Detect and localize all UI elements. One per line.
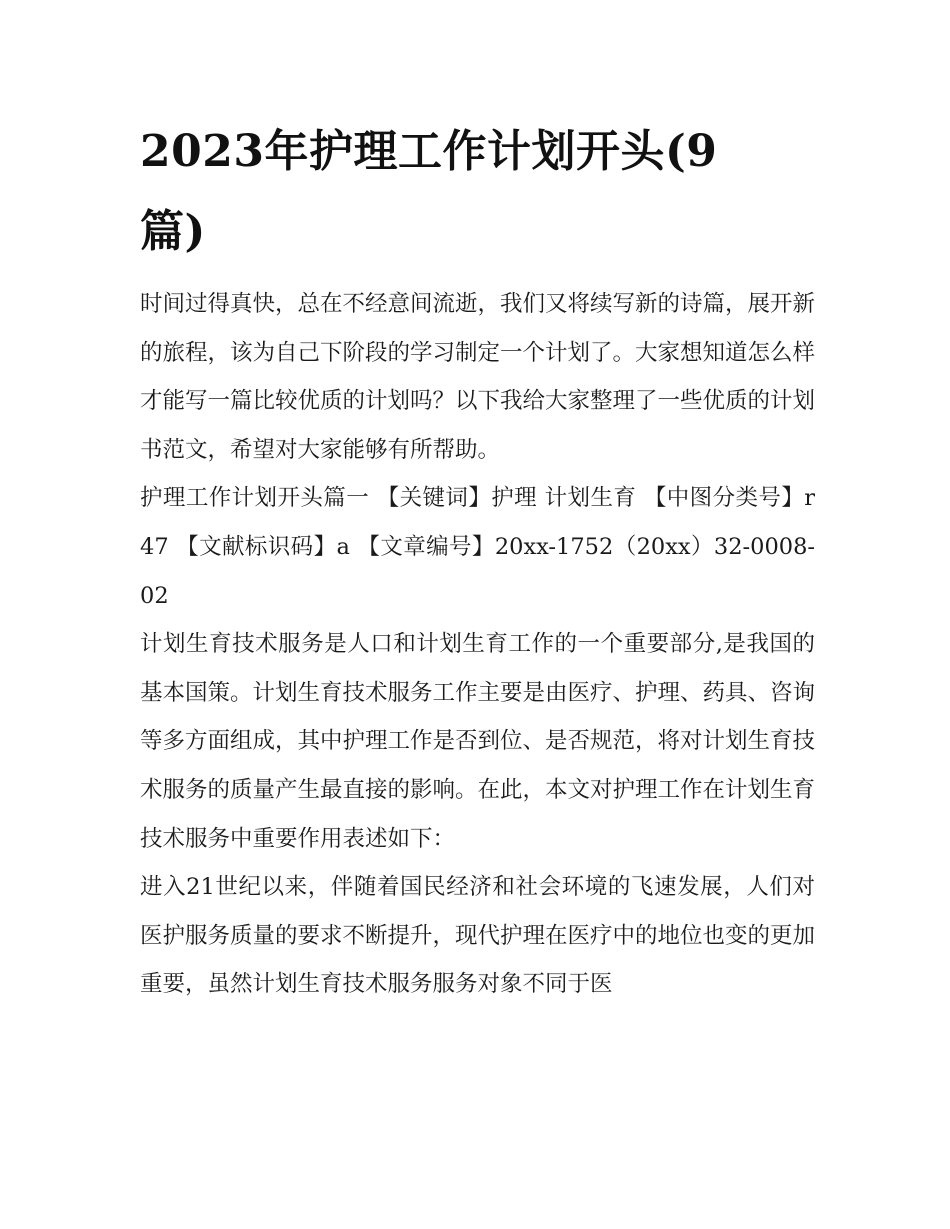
keywords-paragraph: 护理工作计划开头篇一 【关键词】护理 计划生育 【中图分类号】r47 【文献标识码】a 【文章编号】20xx-1752（20xx）32-0008-02 (140, 485, 815, 609)
intro-paragraph: 时间过得真快，总在不经意间流逝，我们又将续写新的诗篇，展开新的旅程，该为自己下阶段的学习制定一个计划了。大家想知道怎么样才能写一篇比较优质的计划吗？以下我给大家整理了一些优质的计划书范文，希望对大家能够有所帮助。 (140, 291, 816, 463)
body-paragraph: 计划生育技术服务是人口和计划生育工作的一个重要部分,是我国的基本国策。计划生育技术服务工作主要是由医疗、护理、药具、咨询等多方面组成，其中护理工作是否到位、是否规范，将对计划生育技术服务的质量产生最直接的影响。在此，本文对护理工作在计划生育技术服务中重要作用表述如下： (140, 631, 816, 852)
document-title: 2023年护理工作计划开头(9篇) (140, 126, 718, 257)
document-body (140, 280, 815, 1009)
body-paragraph: 进入21世纪以来，伴随着国民经济和社会环境的飞速发展，人们对医护服务质量的要求不断提升，现代护理在医疗中的地位也变的更加重要，虽然计划生育技术服务服务对象不同于医 (140, 874, 816, 998)
